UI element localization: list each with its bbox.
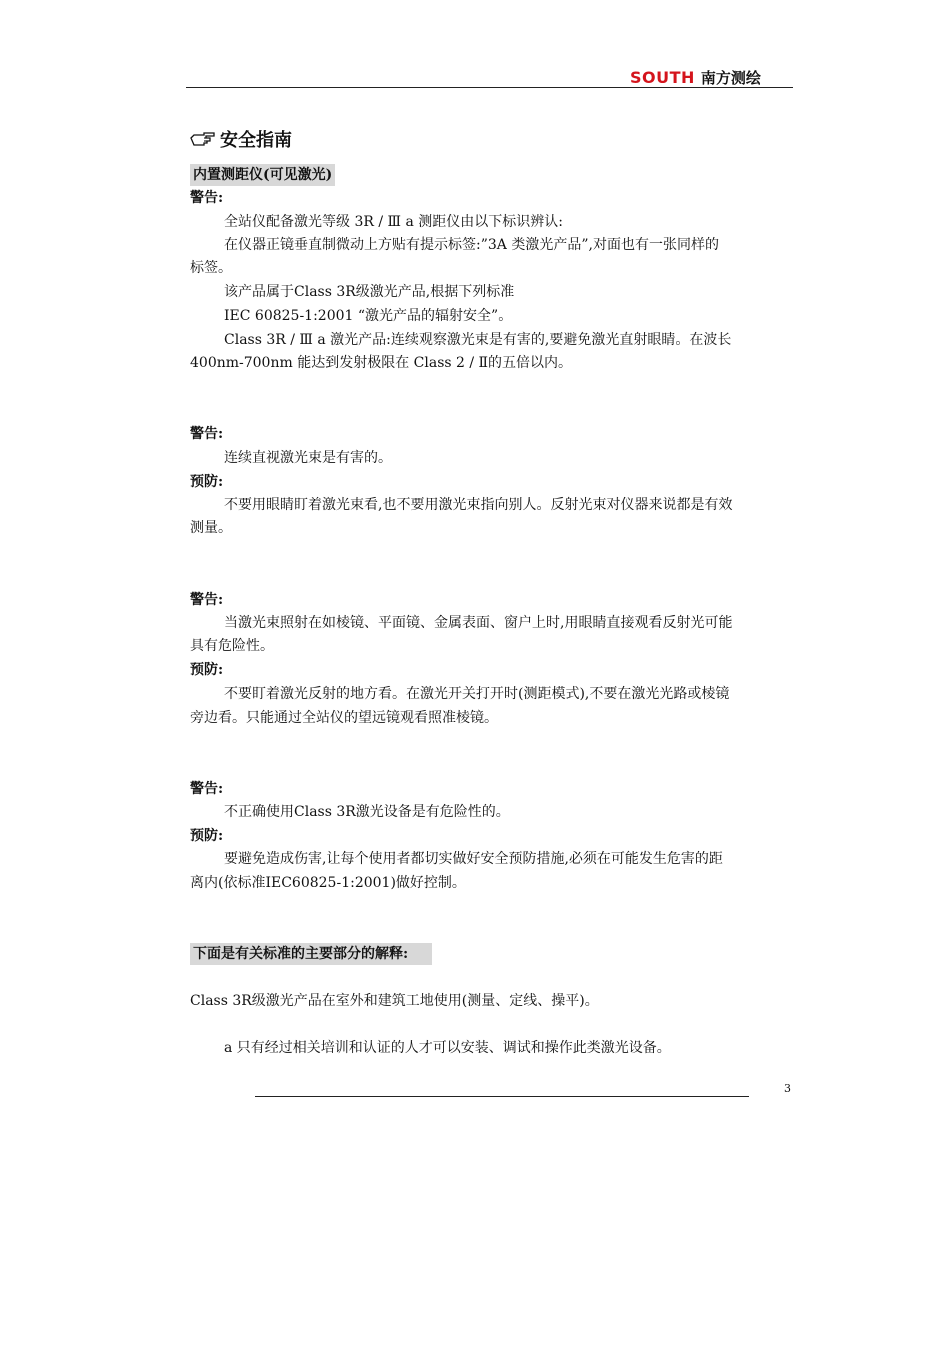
prevention-label: 预防: — [190, 828, 224, 844]
page-title-text: 安全指南 — [220, 130, 292, 151]
paragraph-line: a 只有经过相关培训和认证的人才可以安装、调试和操作此类激光设备。 — [224, 1040, 671, 1056]
warning-label: 警告: — [190, 190, 224, 206]
paragraph-line: Class 3R / Ⅲ a 激光产品:连续观察激光束是有害的,要避免激光直射眼睛。在波长 — [224, 332, 732, 348]
prevention-text: 离内(依标准IEC60825-1:2001)做好控制。 — [190, 875, 466, 891]
prevention-label: 预防: — [190, 662, 224, 678]
header-divider — [186, 87, 793, 88]
section-heading-rangefinder: 内置测距仪(可见激光) — [190, 164, 335, 186]
page-title — [190, 126, 292, 152]
prevention-text: 要避免造成伤害,让每个使用者都切实做好安全预防措施,必须在可能发生危害的距 — [224, 851, 723, 867]
prevention-text: 不要用眼睛盯着激光束看,也不要用激光束指向别人。反射光束对仪器来说都是有效 — [224, 497, 733, 513]
brand-logo — [630, 66, 761, 88]
pointing-hand-icon — [190, 130, 216, 148]
paragraph-line: 400nm-700nm 能达到发射极限在 Class 2 / Ⅱ的五倍以内。 — [190, 355, 573, 371]
page-number: 3 — [784, 1082, 791, 1095]
paragraph-line: 标签。 — [190, 260, 232, 276]
paragraph-line: IEC 60825-1:2001 “激光产品的辐射安全”。 — [224, 308, 513, 324]
prevention-text: 测量。 — [190, 520, 232, 536]
warning-label: 警告: — [190, 781, 224, 797]
brand-name-cn: 南方测绘 — [700, 68, 761, 87]
warning-text: 当激光束照射在如棱镜、平面镜、金属表面、窗户上时,用眼睛直接观看反射光可能 — [224, 615, 733, 631]
warning-label: 警告: — [190, 592, 224, 608]
prevention-label: 预防: — [190, 474, 224, 490]
paragraph-line: 全站仪配备激光等级 3R / Ⅲ a 测距仪由以下标识辨认: — [224, 214, 563, 230]
warning-text: 连续直视激光束是有害的。 — [224, 450, 392, 466]
paragraph-line: 该产品属于Class 3R级激光产品,根据下列标准 — [224, 284, 515, 300]
prevention-text: 旁边看。只能通过全站仪的望远镜观看照准棱镜。 — [190, 710, 498, 726]
prevention-text: 不要盯着激光反射的地方看。在激光开关打开时(测距模式),不要在激光光路或棱镜 — [224, 686, 730, 702]
section-heading-standard: 下面是有关标准的主要部分的解释: — [190, 943, 432, 965]
brand-name-en: SOUTH — [630, 67, 695, 87]
warning-text: 具有危险性。 — [190, 638, 274, 654]
warning-label: 警告: — [190, 426, 224, 442]
warning-text: 不正确使用Class 3R激光设备是有危险性的。 — [224, 804, 510, 820]
paragraph-line: Class 3R级激光产品在室外和建筑工地使用(测量、定线、操平)。 — [190, 993, 599, 1009]
paragraph-line: 在仪器正镜垂直制微动上方贴有提示标签:”3A 类激光产品”,对面也有一张同样的 — [224, 237, 719, 253]
footer-divider — [255, 1096, 749, 1097]
